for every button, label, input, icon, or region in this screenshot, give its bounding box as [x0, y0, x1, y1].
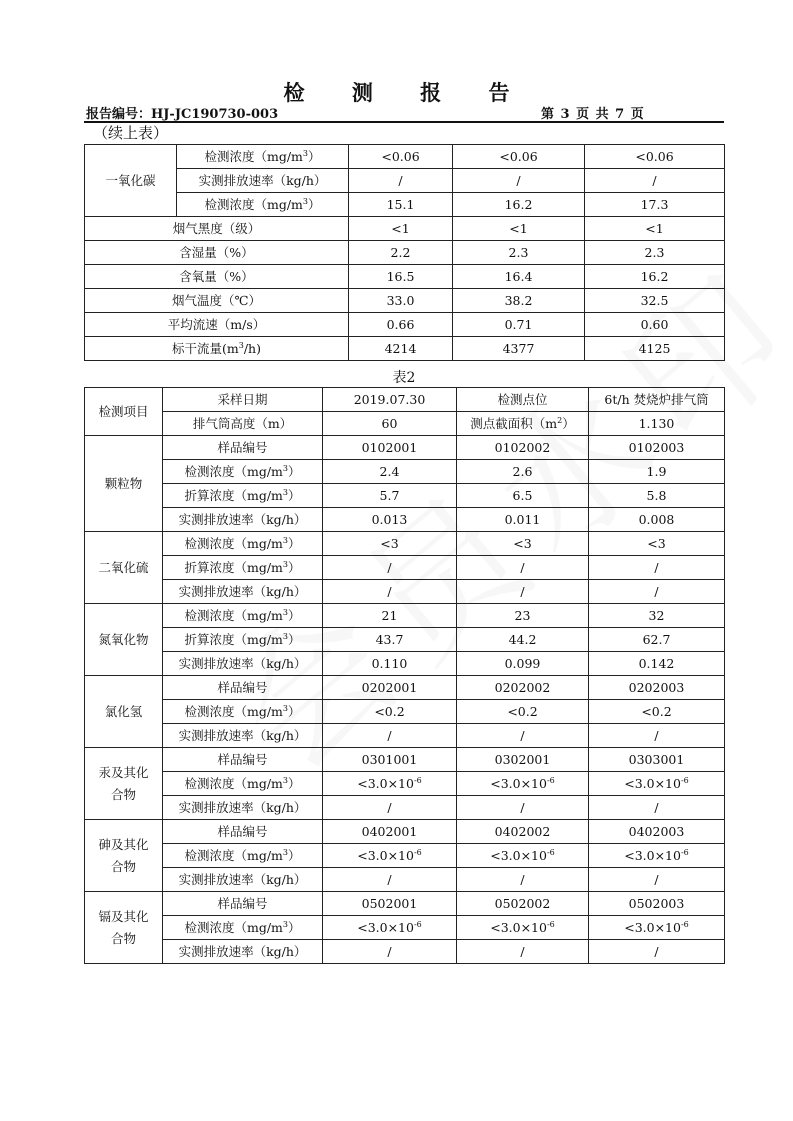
group-label: 二氧化硫 — [85, 532, 163, 604]
parameter-label: 实测排放速率（kg/h） — [177, 169, 349, 193]
table-row — [85, 868, 725, 892]
parameter-label: 检测浓度$(mg/m^3)$ — [177, 193, 349, 217]
parameter-label: 实测排放速率（kg/h） — [163, 940, 323, 964]
value-cell: / — [323, 724, 457, 748]
table-row — [85, 484, 725, 508]
value-cell: $<3.0\times 10^{-6}$ — [589, 916, 725, 940]
parameter-label: 检测浓度$(mg/m^3)$ — [163, 700, 323, 724]
value-cell: 0202001 — [323, 676, 457, 700]
value-cell: <0.06 — [349, 145, 453, 169]
value-cell: 2.3 — [453, 241, 585, 265]
value-cell: <1 — [585, 217, 725, 241]
group-label: 一氧化碳 — [85, 145, 177, 217]
value-cell: 0202002 — [457, 676, 589, 700]
group-label: 汞及其化合物 — [85, 748, 163, 820]
table2-header-row — [85, 388, 725, 412]
parameter-label: 平均流速（m/s） — [85, 313, 349, 337]
parameter-label: 实测排放速率（kg/h） — [163, 580, 323, 604]
table-row — [85, 748, 725, 772]
parameter-label: 折算浓度$(mg/m^3)$ — [163, 628, 323, 652]
value-cell: 0402003 — [589, 820, 725, 844]
value-cell: 43.7 — [323, 628, 457, 652]
parameter-label: 实测排放速率（kg/h） — [163, 868, 323, 892]
table-row — [85, 145, 725, 169]
table-row — [85, 217, 725, 241]
parameter-label: 检测浓度$(mg/m^3)$ — [163, 916, 323, 940]
value-cell: $<3.0\times 10^{-6}$ — [457, 916, 589, 940]
value-cell: / — [457, 724, 589, 748]
group-label: 镉及其化合物 — [85, 892, 163, 964]
value-cell: / — [323, 580, 457, 604]
value-cell: 0.008 — [589, 508, 725, 532]
table-row — [85, 628, 725, 652]
value-cell: 44.2 — [457, 628, 589, 652]
table-row — [85, 169, 725, 193]
parameter-label: 检测浓度$(mg/m^3)$ — [177, 145, 349, 169]
value-cell: 0102001 — [323, 436, 457, 460]
value-cell: <1 — [453, 217, 585, 241]
value-cell: / — [323, 556, 457, 580]
value-cell: 6.5 — [457, 484, 589, 508]
parameter-label: 标干流量$(m^3/h)$ — [85, 337, 349, 361]
value-cell: / — [589, 940, 725, 964]
value-cell: $<3.0\times 10^{-6}$ — [323, 772, 457, 796]
group-label: 颗粒物 — [85, 436, 163, 532]
table2-header-row — [85, 412, 725, 436]
date-value: 2019.07.30 — [323, 388, 457, 412]
value-cell: <0.2 — [457, 700, 589, 724]
value-cell: / — [457, 940, 589, 964]
value-cell: 2.4 — [323, 460, 457, 484]
value-cell: $<3.0\times 10^{-6}$ — [323, 916, 457, 940]
group-label: 氯化氢 — [85, 676, 163, 748]
table-row — [85, 940, 725, 964]
table-row — [85, 772, 725, 796]
table-row — [85, 556, 725, 580]
parameter-label: 检测浓度$(mg/m^3)$ — [163, 772, 323, 796]
value-cell: 0.60 — [585, 313, 725, 337]
value-cell: 23 — [457, 604, 589, 628]
header-rule — [84, 121, 724, 123]
parameter-label: 样品编号 — [163, 748, 323, 772]
value-cell: / — [589, 796, 725, 820]
table2-caption: 表2 — [392, 370, 416, 386]
value-cell: 4377 — [453, 337, 585, 361]
parameter-label: 烟气黑度（级） — [85, 217, 349, 241]
table-row — [85, 289, 725, 313]
group-label: 砷及其化合物 — [85, 820, 163, 892]
value-cell: / — [453, 169, 585, 193]
value-cell: 62.7 — [589, 628, 725, 652]
value-cell: 32.5 — [585, 289, 725, 313]
value-cell: 0102002 — [457, 436, 589, 460]
value-cell: / — [589, 868, 725, 892]
value-cell: 2.2 — [349, 241, 453, 265]
item-header: 检测项目 — [85, 388, 163, 436]
value-cell: $<3.0\times 10^{-6}$ — [589, 844, 725, 868]
stack-height-label: 排气筒高度（m） — [163, 412, 323, 436]
value-cell: 0502001 — [323, 892, 457, 916]
value-cell: 4214 — [349, 337, 453, 361]
value-cell: / — [589, 580, 725, 604]
table-row — [85, 820, 725, 844]
value-cell: 17.3 — [585, 193, 725, 217]
parameter-label: 检测浓度$(mg/m^3)$ — [163, 604, 323, 628]
parameter-label: 样品编号 — [163, 676, 323, 700]
report-number: 报告编号：HJ-JC190730-003 — [86, 107, 279, 122]
value-cell: <0.06 — [585, 145, 725, 169]
parameter-label: 样品编号 — [163, 820, 323, 844]
value-cell: <0.2 — [589, 700, 725, 724]
value-cell: / — [457, 580, 589, 604]
value-cell: / — [349, 169, 453, 193]
continuation-note: （续上表） — [93, 124, 169, 142]
value-cell: 5.7 — [323, 484, 457, 508]
parameter-label: 实测排放速率（kg/h） — [163, 508, 323, 532]
stack-height-value: 60 — [323, 412, 457, 436]
parameter-label: 实测排放速率（kg/h） — [163, 796, 323, 820]
value-cell: <1 — [349, 217, 453, 241]
value-cell: <3 — [457, 532, 589, 556]
value-cell: 15.1 — [349, 193, 453, 217]
value-cell: 2.6 — [457, 460, 589, 484]
value-cell: 0.110 — [323, 652, 457, 676]
point-value: 6t/h 焚烧炉排气筒 — [589, 388, 725, 412]
value-cell: 0502002 — [457, 892, 589, 916]
parameter-label: 实测排放速率（kg/h） — [163, 724, 323, 748]
table-row — [85, 337, 725, 361]
value-cell: / — [457, 796, 589, 820]
value-cell: $<3.0\times 10^{-6}$ — [457, 772, 589, 796]
value-cell: $<3.0\times 10^{-6}$ — [589, 772, 725, 796]
table-row — [85, 241, 725, 265]
date-label: 采样日期 — [163, 388, 323, 412]
value-cell: $<3.0\times 10^{-6}$ — [323, 844, 457, 868]
value-cell: / — [323, 940, 457, 964]
value-cell: 0402001 — [323, 820, 457, 844]
value-cell: 38.2 — [453, 289, 585, 313]
value-cell: / — [589, 724, 725, 748]
value-cell: / — [457, 556, 589, 580]
value-cell: <3 — [323, 532, 457, 556]
value-cell: / — [589, 556, 725, 580]
value-cell: 0102003 — [589, 436, 725, 460]
table-row — [85, 532, 725, 556]
value-cell: 33.0 — [349, 289, 453, 313]
value-cell: <3 — [589, 532, 725, 556]
value-cell: 0301001 — [323, 748, 457, 772]
table-row — [85, 604, 725, 628]
section-area-label: 测点截面积$(m^2)$ — [457, 412, 589, 436]
value-cell: / — [457, 868, 589, 892]
table-row — [85, 508, 725, 532]
value-cell: 32 — [589, 604, 725, 628]
group-label: 氮氧化物 — [85, 604, 163, 676]
value-cell: 0502003 — [589, 892, 725, 916]
table-row — [85, 652, 725, 676]
section-area-value: 1.130 — [589, 412, 725, 436]
value-cell: 16.2 — [453, 193, 585, 217]
value-cell: 0202003 — [589, 676, 725, 700]
results-table-continued — [84, 144, 725, 361]
parameter-label: 检测浓度$(mg/m^3)$ — [163, 460, 323, 484]
value-cell: 1.9 — [589, 460, 725, 484]
value-cell: 16.5 — [349, 265, 453, 289]
table-row — [85, 580, 725, 604]
table-row — [85, 724, 725, 748]
value-cell: <0.06 — [453, 145, 585, 169]
results-table-2 — [84, 387, 725, 964]
value-cell: <0.2 — [323, 700, 457, 724]
value-cell: 0.013 — [323, 508, 457, 532]
value-cell: / — [323, 796, 457, 820]
parameter-label: 含湿量（%） — [85, 241, 349, 265]
value-cell: 0303001 — [589, 748, 725, 772]
table-row — [85, 916, 725, 940]
parameter-label: 折算浓度$(mg/m^3)$ — [163, 484, 323, 508]
table-row — [85, 193, 725, 217]
value-cell: 16.4 — [453, 265, 585, 289]
value-cell: 0402002 — [457, 820, 589, 844]
table-row — [85, 892, 725, 916]
parameter-label: 检测浓度$(mg/m^3)$ — [163, 532, 323, 556]
value-cell: 0.71 — [453, 313, 585, 337]
value-cell: 0.66 — [349, 313, 453, 337]
value-cell: 0.142 — [589, 652, 725, 676]
table-row — [85, 460, 725, 484]
parameter-label: 含氧量（%） — [85, 265, 349, 289]
table-row — [85, 796, 725, 820]
table-row — [85, 313, 725, 337]
parameter-label: 检测浓度$(mg/m^3)$ — [163, 844, 323, 868]
parameter-label: 样品编号 — [163, 436, 323, 460]
parameter-label: 折算浓度$(mg/m^3)$ — [163, 556, 323, 580]
value-cell: 2.3 — [585, 241, 725, 265]
table-row — [85, 700, 725, 724]
value-cell: / — [585, 169, 725, 193]
value-cell: $<3.0\times 10^{-6}$ — [457, 844, 589, 868]
value-cell: 0.011 — [457, 508, 589, 532]
page-info: 第 3 页 共 7 页 — [541, 107, 645, 122]
table-row — [85, 265, 725, 289]
value-cell: 4125 — [585, 337, 725, 361]
value-cell: / — [323, 868, 457, 892]
table-row — [85, 436, 725, 460]
table-row — [85, 844, 725, 868]
value-cell: 0302001 — [457, 748, 589, 772]
parameter-label: 烟气温度（℃） — [85, 289, 349, 313]
value-cell: 5.8 — [589, 484, 725, 508]
point-label: 检测点位 — [457, 388, 589, 412]
parameter-label: 样品编号 — [163, 892, 323, 916]
value-cell: 16.2 — [585, 265, 725, 289]
table-row — [85, 676, 725, 700]
report-title: 检 测 报 告 — [283, 80, 530, 105]
value-cell: 21 — [323, 604, 457, 628]
parameter-label: 实测排放速率（kg/h） — [163, 652, 323, 676]
value-cell: 0.099 — [457, 652, 589, 676]
